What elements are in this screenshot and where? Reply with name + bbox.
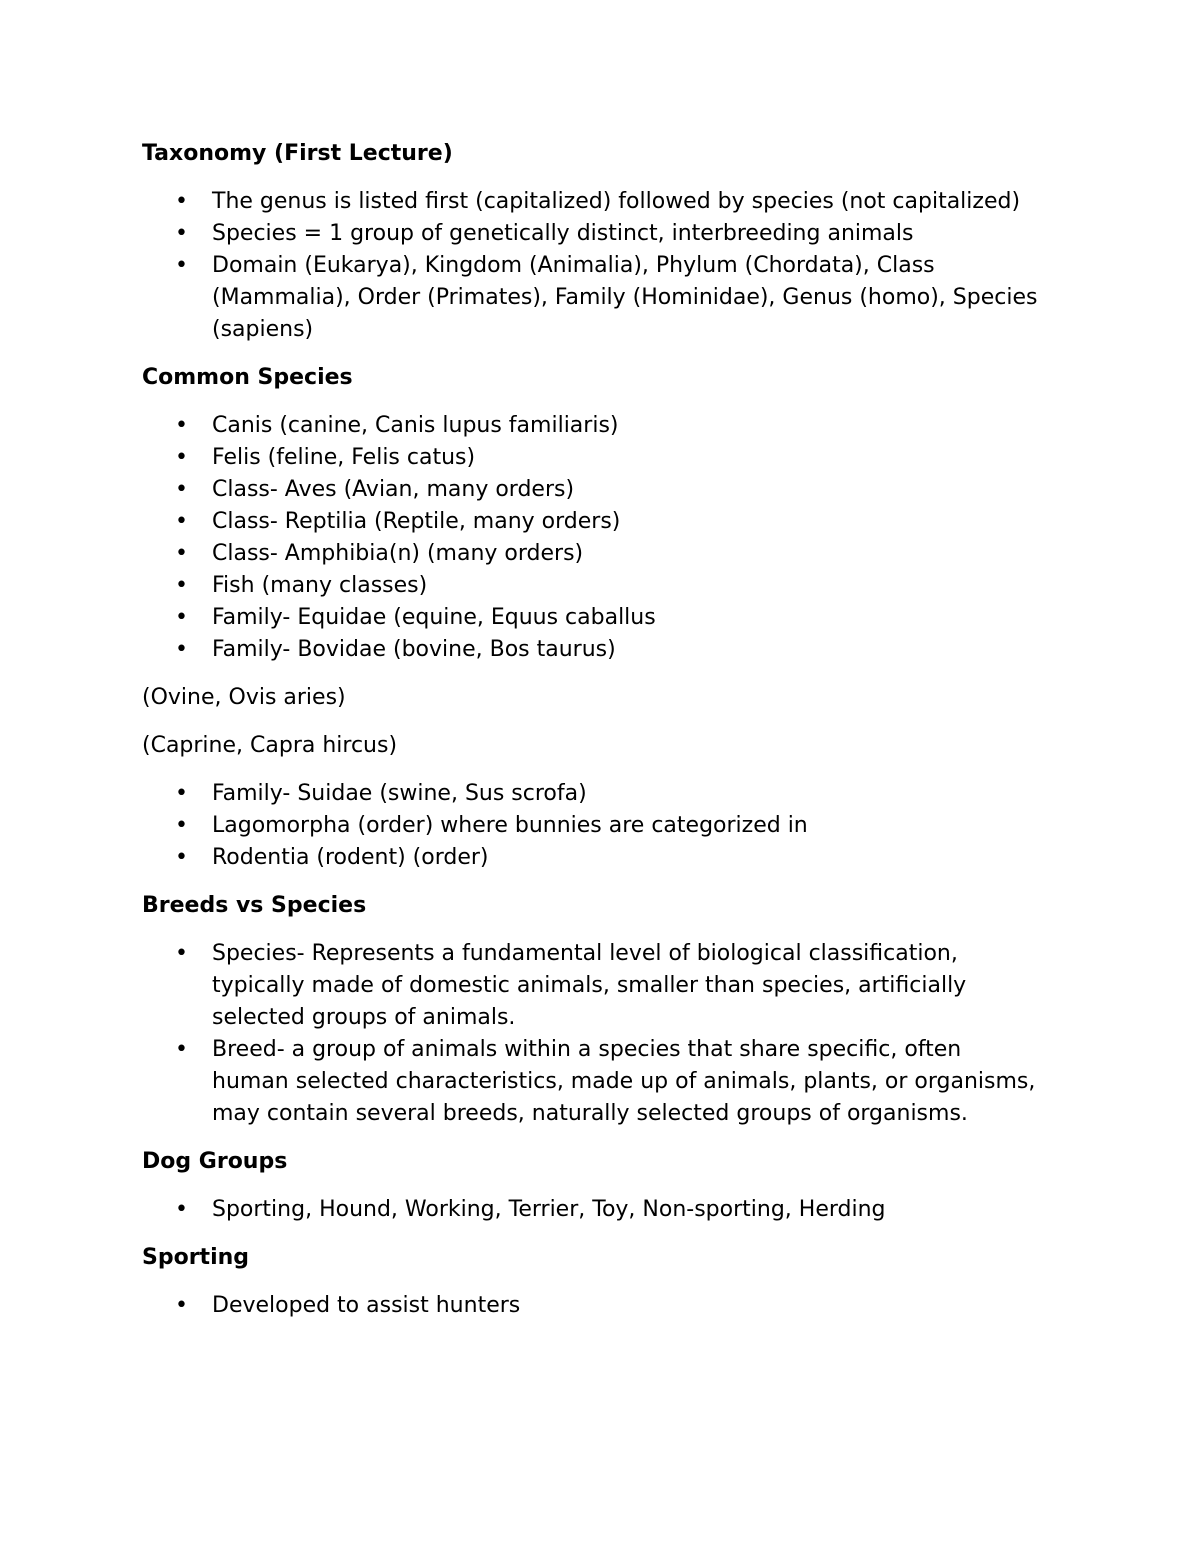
bullet-icon: • bbox=[175, 1197, 188, 1222]
bullet-icon: • bbox=[175, 221, 188, 246]
list-item bbox=[142, 842, 1042, 874]
list-item bbox=[142, 250, 1042, 346]
list-item bbox=[142, 218, 1042, 250]
bullet-icon: • bbox=[175, 541, 188, 566]
list-item bbox=[142, 442, 1042, 474]
list-item bbox=[142, 634, 1042, 666]
bullet-icon: • bbox=[175, 637, 188, 662]
list-item-text: The genus is listed first (capitalized) followed by species (not capitalized) bbox=[212, 189, 1021, 214]
bullet-icon: • bbox=[175, 1293, 188, 1318]
list-item bbox=[142, 1194, 1042, 1226]
bullet-icon: • bbox=[175, 573, 188, 598]
list-item-text: Class- Reptilia (Reptile, many orders) bbox=[212, 509, 621, 534]
bullet-icon: • bbox=[175, 189, 188, 214]
bullet-icon: • bbox=[175, 941, 188, 966]
bullet-icon: • bbox=[175, 605, 188, 630]
bullet-icon: • bbox=[175, 253, 188, 278]
section-heading-dog-groups: Dog Groups bbox=[142, 1149, 288, 1174]
list-item bbox=[142, 186, 1042, 218]
bullet-icon: • bbox=[175, 781, 188, 806]
list-item-text: Sporting, Hound, Working, Terrier, Toy, Non-sporting, Herding bbox=[212, 1197, 886, 1222]
list-item-text: Breed- a group of animals within a species that share specific, often human selected characteristics, made up of animals, plants, or organisms, may contain several breeds, naturally selected groups of organisms. bbox=[212, 1037, 1036, 1126]
breeds-vs-species-bullet-list bbox=[142, 938, 1042, 1130]
common-species-bullet-list-continued bbox=[142, 778, 1042, 874]
list-item-text: Felis (feline, Felis catus) bbox=[212, 445, 476, 470]
section-heading-sporting: Sporting bbox=[142, 1245, 250, 1270]
dog-groups-bullet-list bbox=[142, 1194, 1042, 1226]
document-page bbox=[142, 138, 1042, 1338]
list-item-text: Rodentia (rodent) (order) bbox=[212, 845, 489, 870]
list-item bbox=[142, 1290, 1042, 1322]
list-item-text: Family- Suidae (swine, Sus scrofa) bbox=[212, 781, 587, 806]
bullet-icon: • bbox=[175, 413, 188, 438]
list-item-text: Developed to assist hunters bbox=[212, 1293, 521, 1318]
list-item bbox=[142, 778, 1042, 810]
common-species-bullet-list bbox=[142, 410, 1042, 666]
bullet-icon: • bbox=[175, 477, 188, 502]
list-item bbox=[142, 938, 1042, 1034]
list-item bbox=[142, 538, 1042, 570]
list-item-text: Domain (Eukarya), Kingdom (Animalia), Phylum (Chordata), Class (Mammalia), Order (Primates), Family (Hominidae), Genus (homo), Species (sapiens) bbox=[212, 253, 1038, 342]
list-item-text: Lagomorpha (order) where bunnies are categorized in bbox=[212, 813, 808, 838]
section-heading-common-species: Common Species bbox=[142, 365, 353, 390]
bullet-icon: • bbox=[175, 445, 188, 470]
bullet-icon: • bbox=[175, 813, 188, 838]
list-item bbox=[142, 602, 1042, 634]
section-heading-taxonomy: Taxonomy (First Lecture) bbox=[142, 141, 453, 166]
list-item bbox=[142, 1034, 1042, 1130]
list-item-text: Species = 1 group of genetically distinct, interbreeding animals bbox=[212, 221, 914, 246]
list-item bbox=[142, 410, 1042, 442]
list-item-text: Canis (canine, Canis lupus familiaris) bbox=[212, 413, 619, 438]
list-item-text: Species- Represents a fundamental level of biological classification, typically made of domestic animals, smaller than species, artificially selected groups of animals. bbox=[212, 941, 967, 1030]
bullet-icon: • bbox=[175, 845, 188, 870]
bullet-icon: • bbox=[175, 509, 188, 534]
list-item-text: Family- Bovidae (bovine, Bos taurus) bbox=[212, 637, 616, 662]
section-heading-breeds-vs-species: Breeds vs Species bbox=[142, 893, 367, 918]
list-item-text: Class- Aves (Avian, many orders) bbox=[212, 477, 575, 502]
bullet-icon: • bbox=[175, 1037, 188, 1062]
list-item bbox=[142, 810, 1042, 842]
list-item bbox=[142, 506, 1042, 538]
list-item-text: Family- Equidae (equine, Equus caballus bbox=[212, 605, 656, 630]
list-item-text: Class- Amphibia(n) (many orders) bbox=[212, 541, 584, 566]
list-item bbox=[142, 570, 1042, 602]
taxonomy-bullet-list bbox=[142, 186, 1042, 346]
list-item bbox=[142, 474, 1042, 506]
paragraph-caprine: (Caprine, Capra hircus) bbox=[142, 733, 398, 758]
sporting-bullet-list bbox=[142, 1290, 1042, 1322]
list-item-text: Fish (many classes) bbox=[212, 573, 428, 598]
paragraph-ovine: (Ovine, Ovis aries) bbox=[142, 685, 346, 710]
